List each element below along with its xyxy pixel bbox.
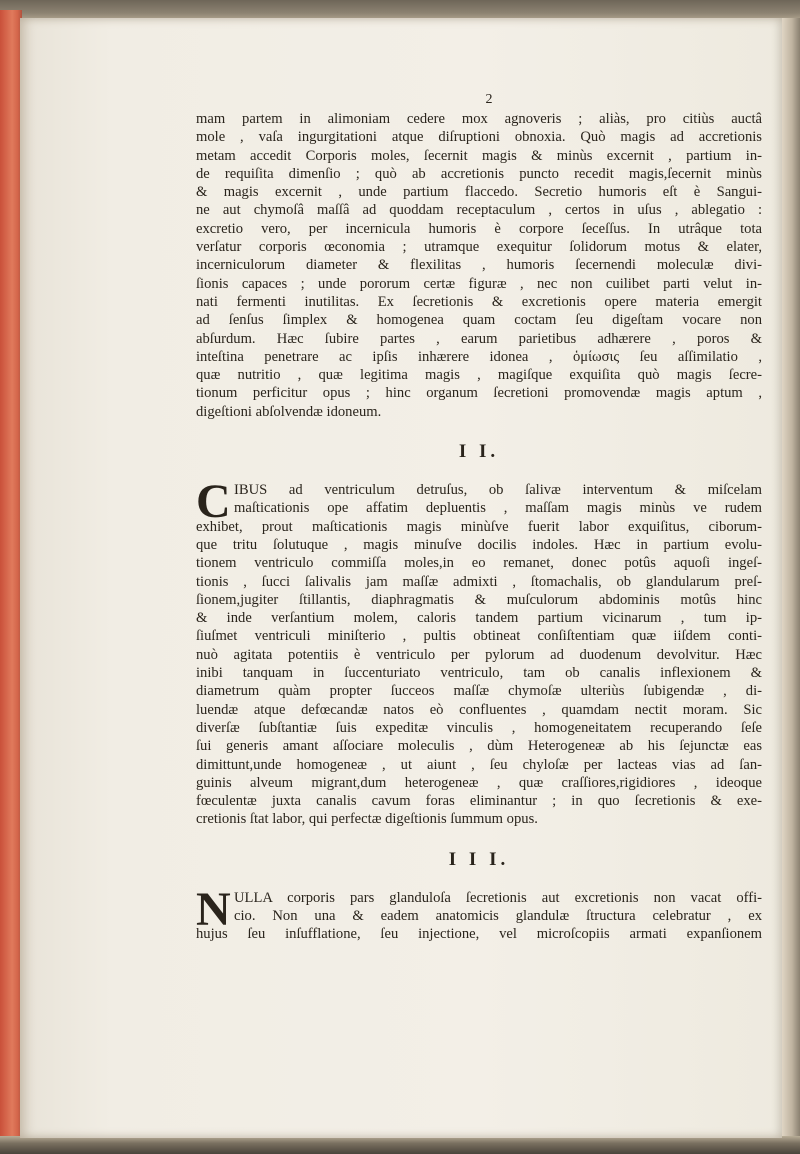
text-line: tionis , ſucci ſalivalis jam maſſæ admixti , ſtomachalis, ob glandularum preſ- xyxy=(196,573,762,590)
text-line: dimittunt,unde homogeneæ , ut aiunt , ſeu chyloſæ per lacteas vias ad ſan- xyxy=(196,756,762,773)
text-line: de requiſita dimenſio ; quò ab accretionis puncto recedit magis,ſecernit minùs xyxy=(196,165,762,182)
text-line: ſionem,jugiter ſtillantis, diaphragmatis & muſculorum abdominis motûs hinc xyxy=(196,591,762,608)
text-line: ad ſenſus ſimplex & homogenea quam coctam ſeu digeſtam vocare non xyxy=(196,312,762,329)
text-line: exhibet, prout maſticationis magis minùſve fuerit labor exquiſitus, ciborum- xyxy=(196,518,762,535)
book-page xyxy=(20,18,782,1138)
text-line: fœculentæ juxta canalis cavum foras eliminantur ; in quo ſecretionis & exe- xyxy=(196,793,762,810)
text-line: cretionis ſtat labor, qui perfectæ digeſtionis ſummum opus. xyxy=(196,811,538,828)
text-line: digeſtioni abſolvendæ idoneum. xyxy=(196,403,382,420)
text-line: & inde verſantium molem, caloris tandem partium vicinarum , tum ip- xyxy=(196,610,762,627)
text-line: hujus ſeu inſufflatione, ſeu injectione, vel microſcopiis armati expanſionem xyxy=(196,926,762,943)
text-line: mam partem in alimoniam cedere mox agnoveris ; aliàs, pro citiùs auctâ xyxy=(196,111,762,127)
text-line: abſurdum. Hæc ſubire partes , earum parietibus adhærere , poros & xyxy=(196,330,762,347)
section-3-paragraph xyxy=(196,882,762,944)
text-line: inteſtina penetrare ac ipſis inhærere idonea , ὁμίωσις ſeu aſſimilatio , xyxy=(196,348,762,365)
page-number: 2 xyxy=(485,92,493,107)
text-line: tionem ventriculo commiſſa moles,in eo remanet, donec potûs aquoſi ingeſ- xyxy=(196,555,762,572)
text-line: verſatur corporis œconomia ; utramque exequitur ſolidorum motus & elater, xyxy=(196,239,762,256)
text-line: incerniculorum diameter & flexilitas , humoris ſecernendi moleculæ divi- xyxy=(196,257,762,274)
drop-cap-n: N xyxy=(196,882,231,936)
text-line: excretio vero, per incernicula humoris è corpore ſeceſſus. In utrâque tota xyxy=(196,220,762,237)
text-line: nati fermenti inutilitas. Ex ſecretionis & excretionis opere materia emergit xyxy=(196,293,762,310)
text-line: tionum perficitur opus ; hinc organum ſecretioni promovendæ magis aptum , xyxy=(196,385,762,402)
text-line: IBUS ad ventriculum detruſus, ob ſalivæ interventum & miſcelam xyxy=(234,482,762,499)
text-line: metam accedit Corporis moles, ſecernit magis & minùs excernit , partium in- xyxy=(196,147,762,164)
text-line: que tritu ſolutuque , magis minuſve docilis indoles. Hæc in partium evolu- xyxy=(196,536,762,553)
text-line: ſionis capaces ; unde pororum certæ figuræ , nec non cuilibet parti velut in- xyxy=(196,275,762,292)
text-line: ſui generis amant aſſociare moleculis , dùm Heterogeneæ ab his ſejunctæ eas xyxy=(196,738,762,755)
text-line: mole , vaſa ingurgitationi atque diſruptioni obnoxia. Quò magis ad accretionis xyxy=(196,129,762,146)
text-line: & magis excernit , unde partium flaccedo. Secretio humoris eſt è Sangui- xyxy=(196,184,762,201)
drop-cap-c: C xyxy=(196,475,231,529)
red-page-edge xyxy=(0,10,22,1140)
section-heading-3: I I I. xyxy=(448,848,510,870)
text-line: diverſæ ſubſtantiæ ſuis expeditæ vinculis , homogeneitatem recuperando ſeſe xyxy=(196,719,762,736)
text-line: ne aut chymoſâ maſſâ ad quoddam receptaculum , certos in uſus , ablegatio : xyxy=(196,202,762,219)
text-line: quæ nutritio , quæ legitima magis , magiſque exquiſita quò magis ſecre- xyxy=(196,367,762,384)
text-line: ULLA corporis pars glanduloſa ſecretionis aut excretionis non vacat offi- xyxy=(234,889,762,906)
text-line: diametrum quàm propter ſucceos maſſæ chymoſæ ulteriùs ſubigendæ , di- xyxy=(196,683,762,700)
section-heading-2: I I. xyxy=(458,441,500,463)
text-line: ſiuſmet ventriculi miniſterio , pultis obtineat conſiſtentiam quæ iiſdem conti- xyxy=(196,628,762,645)
text-line: nuò agitata potentiis è ventriculo per pylorum ad duodenum devolvitur. Hæc xyxy=(196,646,762,663)
section-2-paragraph xyxy=(196,475,762,829)
intro-paragraph xyxy=(196,110,762,421)
text-line: inibi tanquam in ſuccenturiato ventriculo, tam ob canalis inflexionem & xyxy=(196,665,762,682)
text-line: maſticationis ope affatim depluentis , maſſam magis minùs ve rudem xyxy=(234,500,762,517)
book-bottom-edge xyxy=(0,1136,800,1154)
text-line: guinis alveum migrant,dum heterogeneæ , quæ craſſiores,rigidiores , ideoque xyxy=(196,774,762,791)
book-binding-edge xyxy=(780,18,800,1138)
text-line: cio. Non una & eadem anatomicis glandulæ ſtructura celebratur , ex xyxy=(234,907,762,924)
text-line: luendæ atque defœcandæ natos eò confluentes , quamdam nectit moram. Sic xyxy=(196,701,762,718)
page-text xyxy=(196,90,762,944)
